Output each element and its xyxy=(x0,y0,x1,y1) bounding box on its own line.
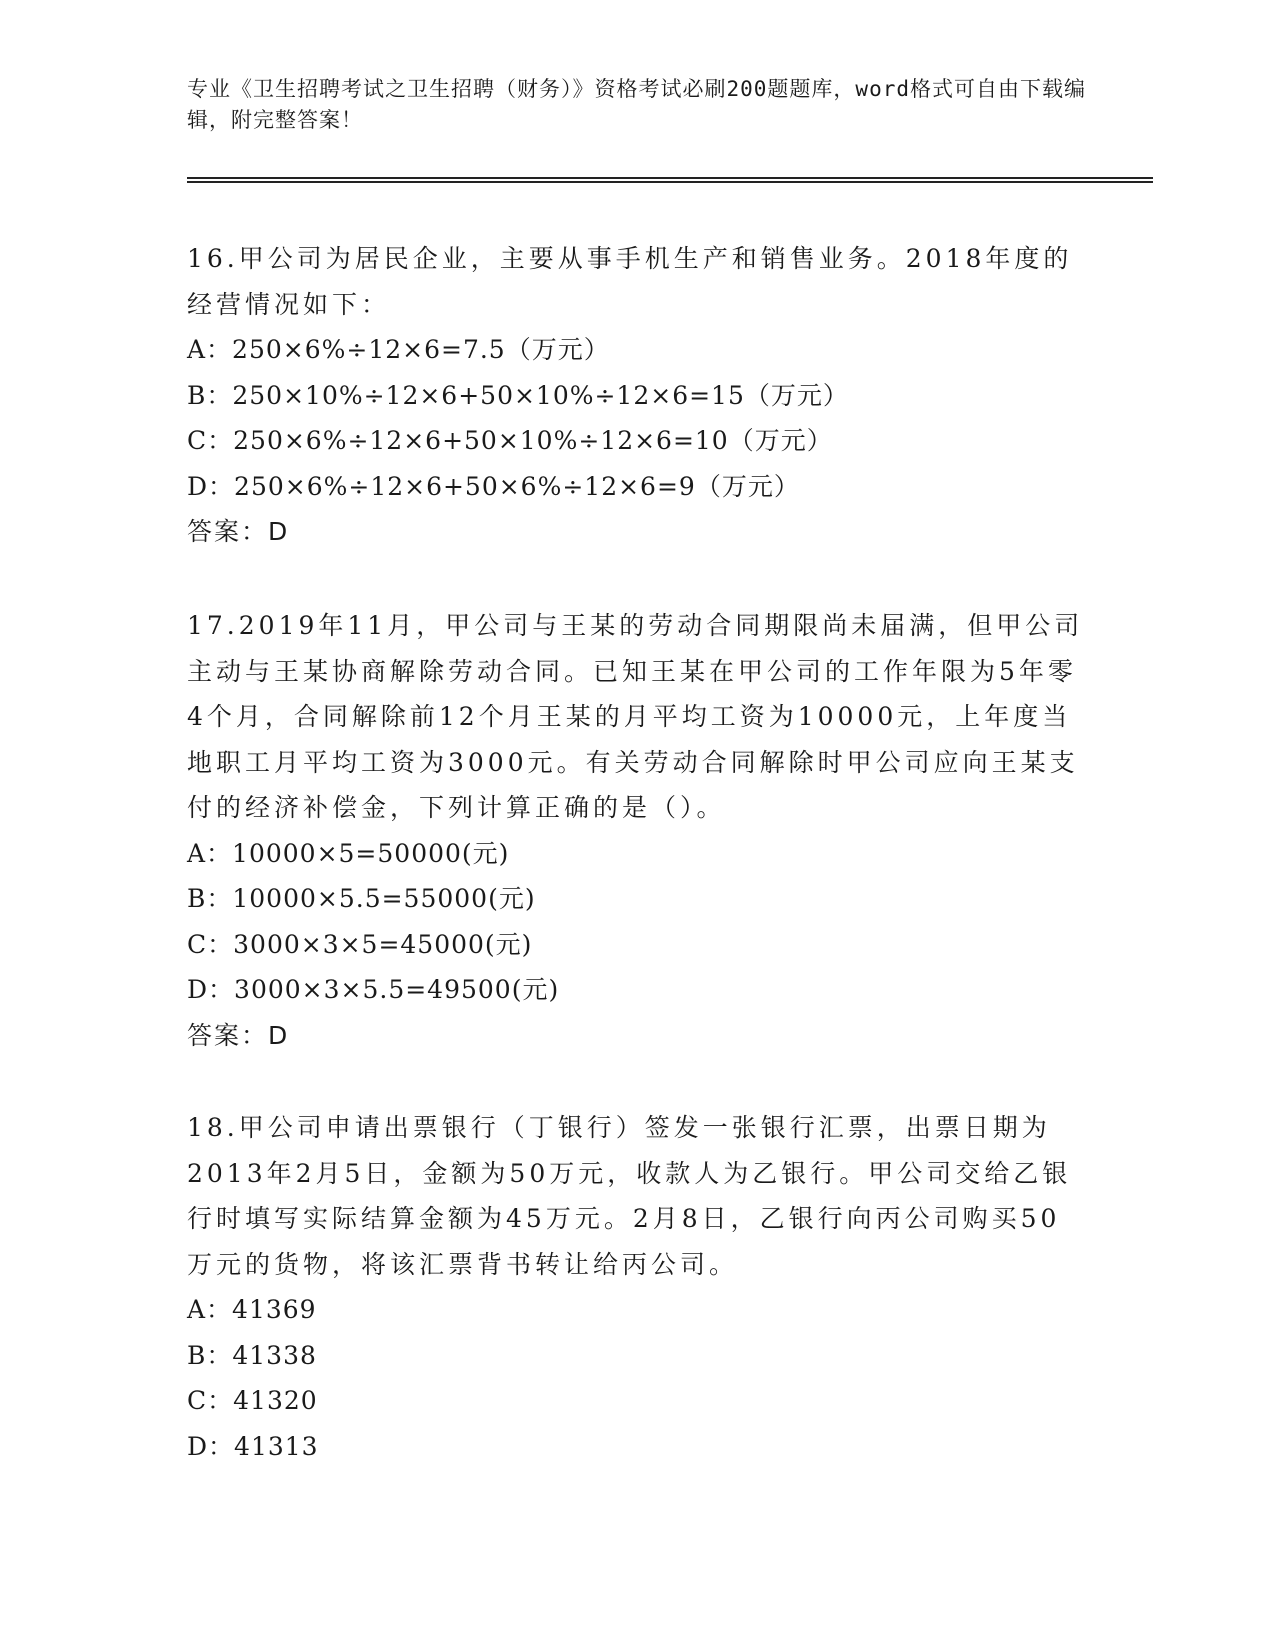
option-b: B：250×10%÷12×6+50×10%÷12×6=15（万元） xyxy=(187,380,849,410)
option-d: D：41313 xyxy=(187,1431,319,1461)
answer-line: 答案：D xyxy=(187,517,290,546)
question-stem: 16.甲公司为居民企业，主要从事手机生产和销售业务。2018年度的经营情况如下： xyxy=(187,244,1073,319)
option-d: D：3000×3×5.5=49500(元) xyxy=(187,975,560,1004)
header-divider-top xyxy=(187,177,1153,179)
header-intro: 专业《卫生招聘考试之卫生招聘（财务）》资格考试必刷200题题库，word格式可自由下载编辑，附完整答案！ xyxy=(187,77,1086,132)
option-a: A：250×6%÷12×6=7.5（万元） xyxy=(187,335,610,364)
question-stem: 17.2019年11月，甲公司与王某的劳动合同期限尚未届满，但甲公司主动与王某协商解除劳动合同。已知王某在甲公司的工作年限为5年零4个月，合同解除前12个月王某的月平均工资为10000元，上年度当地职工月平均工资为3000元。有关劳动合同解除时甲公司应向王某支付的经济补偿金，下列计算正确的是（）。 xyxy=(187,611,1084,822)
question-stem: 18.甲公司申请出票银行（丁银行）签发一张银行汇票，出票日期为2013年2月5日，金额为50万元，收款人为乙银行。甲公司交给乙银行时填写实际结算金额为45万元。2月8日，乙银行向丙公司购买50万元的货物，将该汇票背书转让给丙公司。 xyxy=(187,1113,1072,1279)
option-a: A：10000×5=50000(元) xyxy=(187,838,510,868)
question-17 xyxy=(187,603,1087,1058)
option-c: C：250×6%÷12×6+50×10%÷12×6=10（万元） xyxy=(187,426,833,455)
option-c: C：41320 xyxy=(187,1386,318,1415)
option-a: A：41369 xyxy=(187,1295,317,1324)
option-d: D：250×6%÷12×6+50×6%÷12×6=9（万元） xyxy=(187,471,800,501)
header-divider-bottom xyxy=(187,181,1153,183)
option-b: B：10000×5.5=55000(元) xyxy=(187,884,536,913)
question-18 xyxy=(187,1105,1087,1469)
option-c: C：3000×3×5=45000(元) xyxy=(187,929,533,959)
option-b: B：41338 xyxy=(187,1340,317,1370)
question-16 xyxy=(187,236,1087,555)
answer-line: 答案：D xyxy=(187,1020,290,1050)
